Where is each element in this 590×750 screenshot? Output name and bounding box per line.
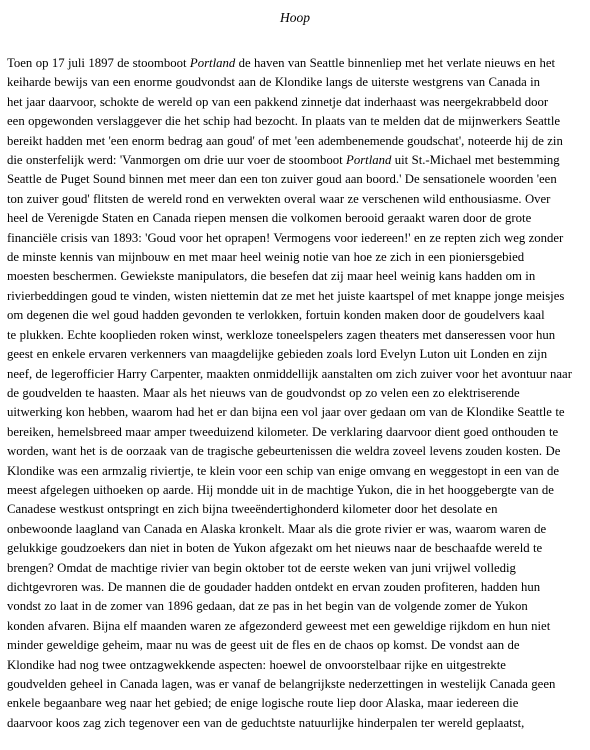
text-line [7,694,583,713]
text-segment: gelukkige goudzoekers dan niet in boten de Yukon afgezakt om het nieuws naar de beschaafde wereld te [7,541,543,556]
text-line [7,617,583,636]
text-line [7,345,583,364]
text-segment: keiharde bewijs van een enorme goudvondst aan de Klondike langs de uiterste westgrens van Canada in [7,75,541,90]
text-line [7,539,583,558]
text-line [7,481,583,500]
text-line [7,520,583,539]
text-segment: dichtgevroren was. De mannen die de goudader hadden ontdekt en ervan zouden profiteren, hadden hun [7,579,541,594]
text-segment: uit St.-Michael met bestemming [391,153,560,168]
text-segment: vondst zo laat in de zomer van 1896 gedaan, dat ze pas in het begin van de volgende zomer de Yukon [7,599,528,614]
text-segment: worden, want het is de oorzaak van de tragische gebeurtenissen die weldra zoveel levens zouden kosten. De [7,444,561,459]
text-line [7,714,583,733]
text-segment: Seattle de Puget Sound binnen met meer dan een ton zuiver goud aan boord.' De sensationele woorden 'een [7,172,557,187]
document-body [7,54,583,733]
text-segment: uitwerking kon hebben, waarom had het er dan bijna een vol jaar over gedaan om van de Klondike Seattle te [7,405,565,420]
text-line [7,132,583,151]
text-line [7,73,583,92]
text-segment: moesten beschermen. Gewiekste manipulators, die besefen dat zij maar heel weinig kans hadden om in [7,269,536,284]
document-title: Hoop [280,10,310,25]
text-segment: geest en enkele ervaren verkenners van maagdelijke gebieden zoals lord Evelyn Luton uit Londen en zijn [7,347,548,362]
text-line [7,656,583,675]
text-segment: Klondike was een armzalig riviertje, te klein voor een schip van enige omvang en weggestopt in een van de [7,463,560,478]
text-segment: Toen op 17 juli 1897 de stoomboot [7,56,190,70]
text-segment: een opgewonden verslaggever die het schip had bezocht. In plaats van te melden dat de mijnwerkers Seattle [7,114,561,129]
text-line [7,384,583,403]
text-line [7,462,583,481]
text-segment: goudvelden geheel in Canada lagen, was er vanaf de belangrijkste nederzettingen in westelijk Canada geen [7,677,556,691]
text-segment: om degenen die wel goud hadden gevonden te verlokken, fortuin konden maken door de goudelvers kaal [7,308,545,323]
text-segment: heel de Verenigde Staten en Canada riepen mensen die volkomen berooid geraakt waren door de grote [7,211,532,226]
text-segment: ton zuiver goud' flitsten de wereld rond en verwekten overal waar ze verschenen wild enthousiasme. Over [7,191,551,206]
text-line [7,54,583,73]
text-line [7,209,583,228]
text-segment: de goudvelden te haasten. Maar als het nieuws van de goudvondst op zo velen een zo elektriserende [7,385,520,400]
text-segment: meest afgelegen uithoeken op aarde. Hij mondde uit in de machtige Yukon, die in het hooggebergte van de [7,482,554,497]
text-line [7,365,583,384]
text-line [7,229,583,248]
text-line [7,559,583,578]
text-segment: die onsterfelijk werd: 'Vanmorgen om drie uur voer de stoomboot [7,153,347,168]
text-segment: Klondike had nog twee ontzagwekkende aspecten: hoewel de onvoorstelbaar rijke en uitgestrekte [7,657,506,672]
text-line [7,442,583,461]
text-segment: bereiken, hemelsbreed maar amper tweeduizend kilometer. De verklaring daarvoor dient goed onthouden te [7,424,559,439]
text-segment: financiële crisis van 1893: 'Goud voor het oprapen! Vermogens voor iedereen!' en ze repten zich weg zonder [7,230,564,245]
text-line [7,170,583,189]
text-segment: rivierbeddingen goud te vinden, wisten niettemin dat ze met het juiste kaartspel of met knappe jonge meisjes [7,288,565,303]
text-line [7,248,583,267]
italic-ship-name: Portland [189,56,236,70]
text-line [7,93,583,112]
text-segment: onbewoonde laagland van Canada en Alaska kronkelt. Maar als die grote rivier er was, waarom waren de [7,521,547,536]
italic-ship-name: Portland [346,153,392,168]
text-line [7,287,583,306]
text-segment: het jaar daarvoor, schokte de wereld op van een pakkend zinnetje dat inderhaast was neergekrabbeld door [7,94,549,109]
text-segment: brengen? Omdat de machtige rivier van begin oktober tot de eerste weken van juni vrijwel volledig [7,560,516,575]
text-segment: neef, de legerofficier Harry Carpenter, maakten onmiddellijk aanstalten om zich zuiver voor het avontuur naar [7,366,572,381]
text-line [7,500,583,519]
text-segment: minder geweldige geheim, maar nu was de geest uit de fles en de chaos op komst. De vondst aan de [7,638,520,653]
text-line [7,151,583,170]
text-segment: de haven van Seattle binnenliep met het verlate nieuws en het [235,56,556,70]
text-line [7,326,583,345]
text-line [7,306,583,325]
text-line [7,112,583,131]
text-line [7,423,583,442]
text-line [7,190,583,209]
text-line [7,675,583,694]
text-line [7,597,583,616]
text-line [7,636,583,655]
text-segment: konden afvaren. Bijna elf maanden waren ze afgezonderd geweest met een geweldige rijkdom en hun niet [7,618,551,633]
text-segment: de minste kennis van mijnbouw en met maar heel weinig notie van hoe ze zich in een pioniersgebied [7,250,525,265]
text-line [7,267,583,286]
text-line [7,403,583,422]
text-segment: enkele begaanbare weg naar het gebied; de enige logische route liep door Alaska, maar iedereen die [7,696,519,711]
text-segment: te plukken. Echte kooplieden roken winst, werkloze toneelspelers zagen theaters met danseressen voor hun [7,327,556,342]
text-segment: daarvoor koos zag zich tegenover een van de geduchtste natuurlijke hinderpalen ter wereld geplaatst, [7,715,525,730]
text-segment: bereikt hadden met 'een enorm bedrag aan goud' of met 'een adembenemende goudschat', noteerde hij de zin [7,133,563,148]
text-segment: Canadese westkust ontspringt en zich bijna tweeëndertighonderd kilometer door het desolate en [7,502,498,517]
text-line [7,578,583,597]
